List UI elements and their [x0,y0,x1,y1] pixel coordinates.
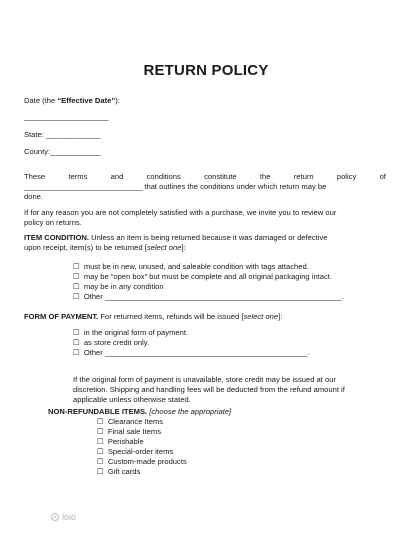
non-refundable-option-label: Custom-made products [107,457,187,466]
non-refundable-option-label: Clearance Items [107,417,164,426]
non-refundable-line [48,407,231,417]
condition-option-label: Other ________________________________________________________. [83,292,344,301]
intro-word: These [24,172,46,181]
non-refundable-option-label: Final sale Items [107,427,161,436]
non-refundable-option-clearance[interactable] [97,417,163,427]
county-field[interactable]: County:____________ [24,147,101,156]
state-field[interactable]: State: _____________ [24,130,101,139]
choose-hint: [choose the appropriate] [147,407,232,416]
form-of-payment-line [24,312,282,322]
intro-word: and [110,172,124,181]
item-condition-heading: ITEM CONDITION. [24,233,89,242]
payment-option-store-credit[interactable] [73,338,149,348]
checkbox-icon[interactable]: ☐ [97,447,104,456]
intro-line-1 [24,172,386,182]
payment-option-other[interactable] [73,348,310,358]
condition-option-label: may be in any condition [83,282,164,291]
item-condition-line2-end: ]: [181,243,186,253]
store-credit-note-line-2: discretion. Shipping and handling fees will be deducted from the refund amount if [73,385,345,395]
loio-logo-icon [51,513,59,521]
item-condition-line-2 [24,243,386,253]
satisfaction-paragraph [24,208,386,228]
item-condition-line-1 [24,233,386,243]
satisfaction-line-2: policy on returns. [24,218,82,228]
checkbox-icon[interactable]: ☐ [97,467,104,476]
non-refundable-option-label: Gift cards [107,467,141,476]
item-condition-section [24,233,386,253]
non-refundable-option-final-sale[interactable] [97,427,161,437]
page-title: RETURN POLICY [143,62,269,79]
condition-option-open-box[interactable] [73,272,332,282]
loio-logo-text: loio [62,512,77,522]
intro-word: return [293,172,314,181]
item-condition-line2-text: upon receipt, item(s) to be returned [ [24,243,147,253]
intro-word: the [259,172,271,181]
date-blank-field[interactable]: ____________________ [24,112,109,121]
intro-word: policy [336,172,357,181]
store-credit-note-line-1: If the original form of payment is unavailable, store credit may be issued at our [73,375,336,384]
date-label-prefix: Date (the [24,96,58,105]
checkbox-icon[interactable]: ☐ [73,282,80,291]
checkbox-icon[interactable]: ☐ [73,338,80,347]
payment-option-label: as store credit only. [83,338,150,347]
loio-logo [51,512,76,522]
checkbox-icon[interactable]: ☐ [73,348,80,357]
store-credit-note [73,375,345,406]
effective-date-term: “Effective Date” [57,96,116,105]
date-label [24,96,120,106]
checkbox-icon[interactable]: ☐ [73,328,80,337]
payment-option-label: in the original form of payment. [83,328,189,337]
checkbox-icon[interactable]: ☐ [73,262,80,271]
payment-option-original[interactable] [73,328,188,338]
store-credit-note-line-3: applicable unless otherwise stated. [73,395,191,405]
intro-line-3: done. [24,192,44,202]
intro-line-2: ____________________________ that outlines the conditions under which return may be [24,182,327,192]
form-of-payment-end: ]: [278,312,283,321]
condition-option-label: may be “open box” but must be complete and all original packaging intact. [83,272,333,281]
non-refundable-option-custom-made[interactable] [97,457,187,467]
non-refundable-option-gift-cards[interactable] [97,467,140,477]
date-label-suffix: ): [115,96,120,105]
non-refundable-option-special-order[interactable] [97,447,173,457]
condition-option-other[interactable] [73,292,344,302]
select-one-hint: select one [243,312,279,321]
form-of-payment-heading: FORM OF PAYMENT. [24,312,99,321]
intro-word: constitute [204,172,237,181]
checkbox-icon[interactable]: ☐ [97,437,104,446]
payment-option-label: Other ________________________________________________. [83,348,310,357]
checkbox-icon[interactable]: ☐ [97,457,104,466]
non-refundable-option-label: Perishable [107,437,144,446]
checkbox-icon[interactable]: ☐ [97,427,104,436]
condition-option-any[interactable] [73,282,164,292]
checkbox-icon[interactable]: ☐ [97,417,104,426]
satisfaction-line-1: If for any reason you are not completely satisfied with a purchase, we invite you to review our [24,208,337,217]
select-one-hint: select one [146,243,182,253]
intro-word: conditions [146,172,181,181]
condition-option-label: must be in new, unused, and saleable condition with tags attached. [83,262,309,271]
condition-option-new[interactable] [73,262,309,272]
checkbox-icon[interactable]: ☐ [73,292,80,301]
form-of-payment-text: For returned items, refunds will be issued [ [98,312,244,321]
non-refundable-heading: NON-REFUNDABLE ITEMS. [48,407,148,416]
checkbox-icon[interactable]: ☐ [73,272,80,281]
intro-paragraph [24,172,386,203]
intro-word: terms [68,172,88,181]
non-refundable-option-perishable[interactable] [97,437,144,447]
intro-word: of [379,172,386,181]
item-condition-text: Unless an item is being returned because it was damaged or defective [88,233,328,242]
non-refundable-option-label: Special-order items [107,447,174,456]
